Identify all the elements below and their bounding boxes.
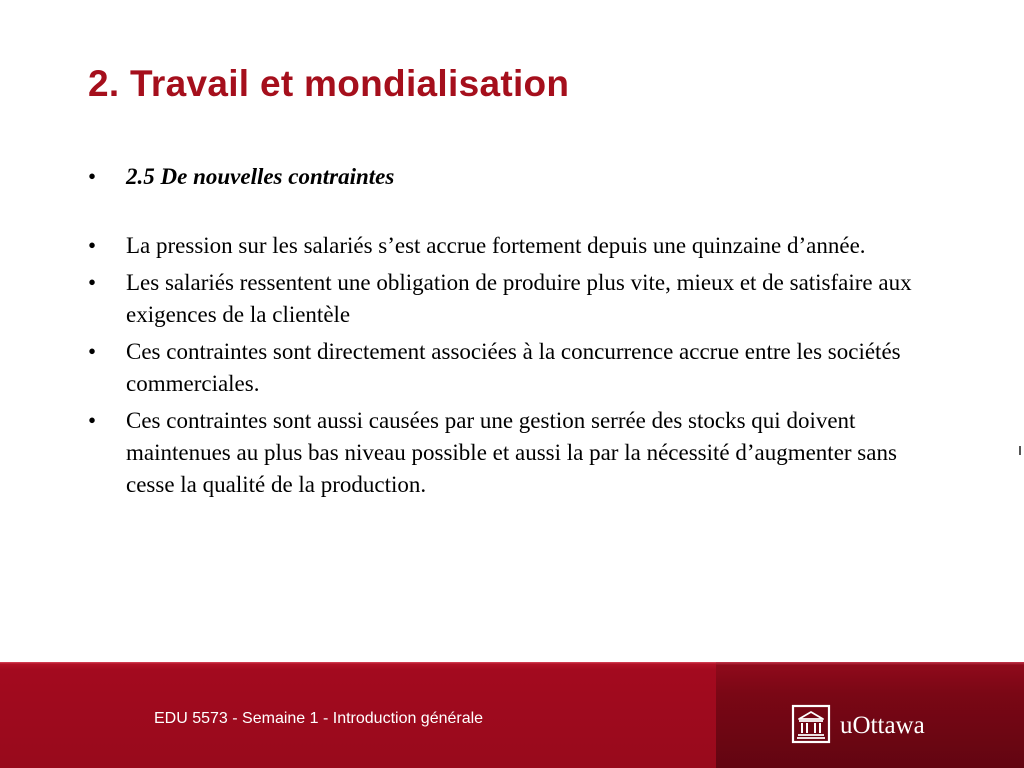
list-item-text: Les salariés ressentent une obligation de produire plus vite, mieux et de satisfaire aux exigences de la clientèle [126,270,912,327]
bullet-icon: • [88,233,97,258]
bullet-icon: • [88,339,97,364]
bullet-list [88,161,948,506]
bullet-icon: • [88,270,97,295]
list-item-subheading [88,161,948,193]
list-item-text: Ces contraintes sont directement associées à la concurrence accrue entre les sociétés commerciales. [126,339,901,396]
list-item [88,267,948,331]
subheading-text: 2.5 De nouvelles contraintes [126,164,395,189]
edge-mark [1019,446,1021,455]
list-item [88,230,948,262]
bullet-icon: • [88,408,97,433]
slide-title: 2. Travail et mondialisation [88,63,570,104]
uottawa-logo-text: uOttawa [840,712,925,739]
bullet-icon: • [88,164,97,189]
course-footer-text: EDU 5573 - Semaine 1 - Introduction générale [154,710,484,727]
list-item-text: La pression sur les salariés s’est accrue fortement depuis une quinzaine d’année. [126,233,866,258]
list-item [88,405,948,501]
list-item [88,336,948,400]
list-item-text: Ces contraintes sont aussi causées par une gestion serrée des stocks qui doivent maintenues au plus bas niveau possible et aussi la par la nécessité d’augmenter sans cesse la qualité de la production. [126,408,897,497]
university-building-icon [791,704,831,744]
